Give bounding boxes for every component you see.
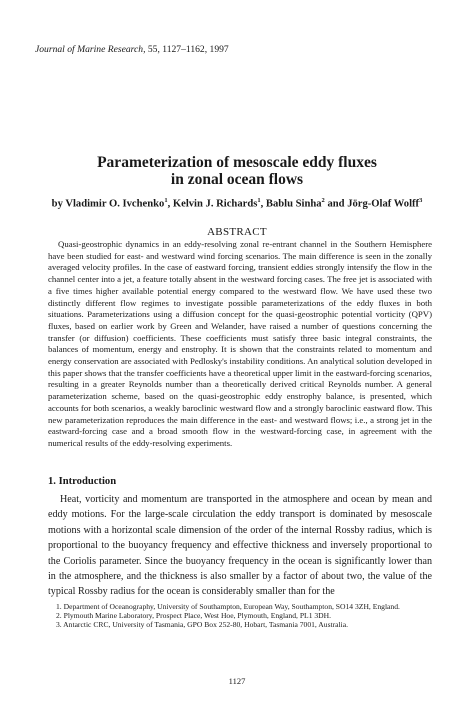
page-number: 1127 — [228, 676, 246, 686]
footnote-3: 3. Antarctic CRC, University of Tasmania, GPO Box 252-80, Hobart, Tasmania 7001, Australia. — [56, 620, 349, 630]
author-4-affiliation: 3 — [419, 197, 423, 204]
footnotes — [48, 602, 432, 630]
author-3: Bablu Sinha — [265, 198, 322, 210]
author-3-affiliation: 2 — [321, 197, 325, 204]
author-separator-3: and — [324, 198, 348, 210]
journal-citation — [35, 44, 229, 55]
author-2-affiliation: 1 — [257, 197, 261, 204]
author-1: Vladimir O. Ivchenko — [65, 198, 165, 210]
abstract-heading: ABSTRACT — [207, 226, 267, 238]
title-line-1: Parameterization of mesoscale eddy fluxes — [97, 154, 377, 171]
paper-title — [0, 154, 474, 188]
footnote-2: 2. Plymouth Marine Laboratory, Prospect Place, West Hoe, Plymouth, England, PL1 3DH. — [56, 611, 332, 621]
author-1-affiliation: 1 — [164, 197, 168, 204]
author-2: Kelvin J. Richards — [172, 198, 258, 210]
section-body-text: Heat, vorticity and momentum are transported in the atmosphere and ocean by mean and eddy motions. For the large-scale circulation the eddy transport is dominated by mesoscale motions with a horizontal scale dimension of the order of the internal Rossby radius, which is proportional to the buoyancy frequency and effective thickness and inversely proportional to the Coriolis parameter. Since the buoyancy frequency in the ocean is significantly lower than in the atmosphere, and the thickness is also smaller by a factor of about two, the value of the typical Rossby radius for the ocean is considerably smaller than for the — [48, 494, 432, 598]
footnote-1: 1. Department of Oceanography, University of Southampton, European Way, Southampton, SO14 3ZH, England. — [56, 602, 400, 611]
author-separator-2: , — [260, 198, 266, 210]
author-4: Jörg-Olaf Wolff — [347, 198, 420, 210]
abstract-text: Quasi-geostrophic dynamics in an eddy-resolving zonal re-entrant channel in the Southern Hemisphere have been studied for east- and westward wind forcing scenarios. The main difference is seen in the zonally averaged velocity profiles. In the case of eastward forcing, transient eddies strongly intensify the flow in the channel center into a jet, a feature totally absent in the westward forcing cases. The free jet is associated with a five times higher available potential energy compared to the westward flow. We have used these two distinctly different flow regimes to investigate possible parameterizations of the eddy fluxes in both situations. Parameterizations using a diffusion concept for the quasi-geostrophic potential vorticity (QPV) fluxes, based on earlier work by Green and Welander, have raised a number of questions concerning the transfer (or diffusion) coefficients. These coefficients must satisfy three basic integral constraints, the balances of momentum, energy and enstrophy. It is shown that the constraints related to momentum and energy conservation are associated with Pedlosky's instability conditions. An analytical solution developed in this paper shows that the transfer coefficients have a theoretical upper limit in the eastward-forcing scenarios, resulting in a greater Reynolds number than a theoretically derived critical Reynolds number. A general parameterization scheme, based on the quasi-geostrophic eddy enstrophy balance, is presented, which accounts for both scenarios, a weakly baroclinic westward flow and a strongly baroclinic eastward flow. This new parameterization reproduces the main difference in the east- and westward flows; i.e., a strong jet in the eastward-forcing case and a broad smooth flow in the westward-forcing case, in agreement with the numerical results of the eddy-resolving experiments. — [48, 239, 432, 448]
section-heading: 1. Introduction — [48, 476, 117, 487]
journal-reference: 55, 1127–1162, 1997 — [145, 44, 229, 55]
author-list — [0, 197, 474, 210]
title-line-2: in zonal ocean flows — [170, 171, 304, 188]
authors-by: by — [51, 198, 66, 210]
author-separator-1: , — [167, 198, 173, 210]
journal-name: Journal of Marine Research, — [35, 44, 146, 55]
